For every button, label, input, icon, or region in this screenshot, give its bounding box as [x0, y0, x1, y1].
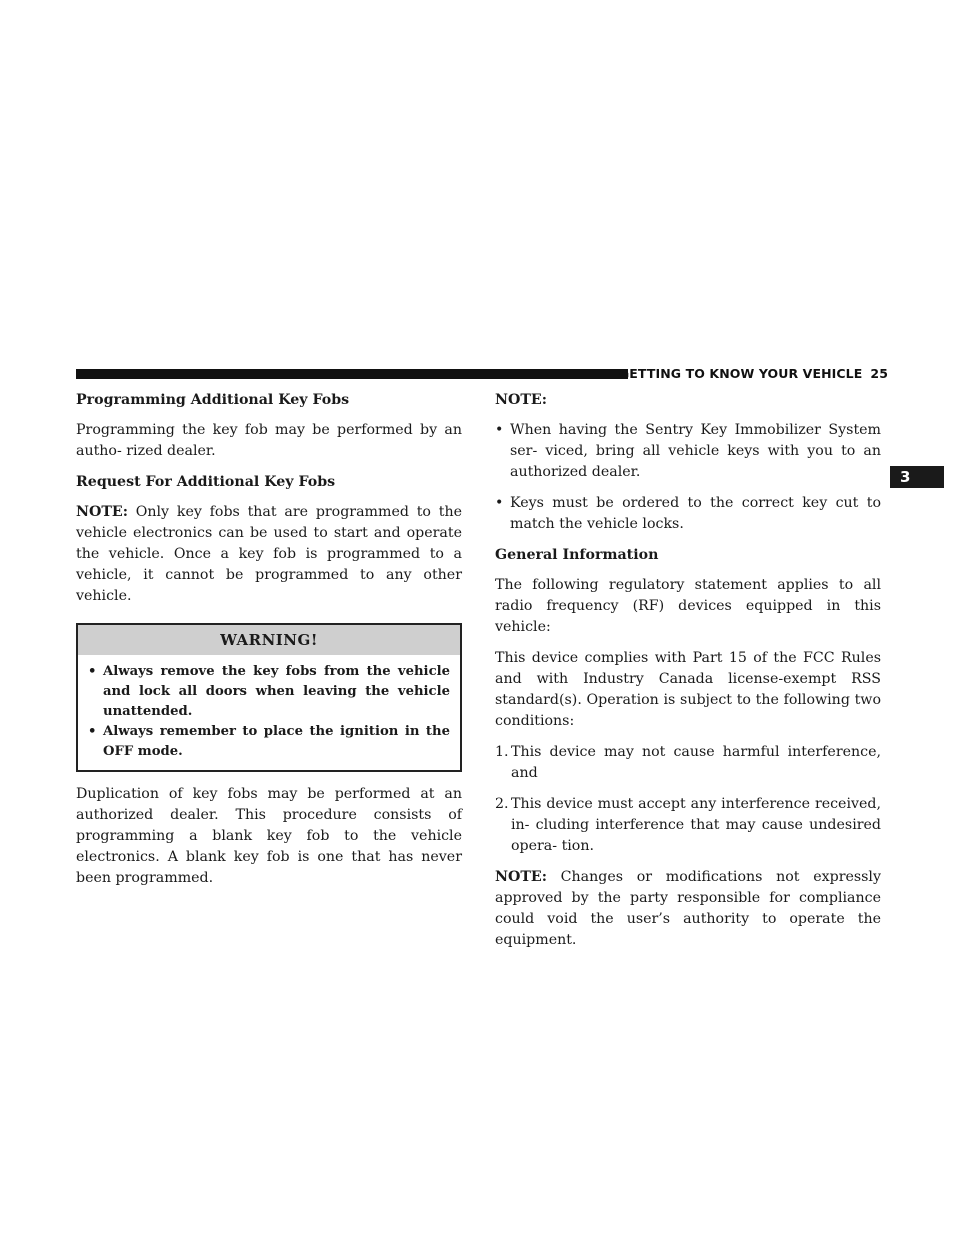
chapter-tab: 3	[890, 466, 944, 488]
item-text: This device may not cause harmful interference, and	[511, 744, 881, 781]
left-column	[76, 390, 462, 899]
heading-request-key-fobs: Request For Additional Key Fobs	[76, 474, 336, 490]
warning-body	[78, 655, 460, 770]
item-text: This device must accept any interference received, in- cluding interference that may cause undesired opera- tion.	[511, 796, 881, 854]
warning-item	[88, 722, 450, 762]
bullet-icon: •	[495, 422, 504, 438]
bullet-icon: •	[495, 495, 504, 511]
item-number: 2.	[495, 796, 509, 812]
paragraph-fcc: This device complies with Part 15 of the FCC Rules and with Industry Canada license-exempt RSS standard(s). Operation is subject to the following two conditions:	[495, 650, 881, 729]
paragraph-programming: Programming the key fob may be performed by an autho- rized dealer.	[76, 422, 462, 459]
header-rule	[76, 369, 628, 379]
paragraph-regulatory: The following regulatory statement applies to all radio frequency (RF) devices equipped in this vehicle:	[495, 577, 881, 635]
list-item	[495, 420, 881, 483]
note-bullet-list	[495, 420, 881, 535]
running-header	[619, 366, 888, 381]
bullet-icon: •	[88, 724, 97, 739]
paragraph-duplication: Duplication of key fobs may be performed at an authorized dealer. This procedure consists of programming a blank key fob to the vehicle electronics. A blank key fob is one that has never been programmed.	[76, 786, 462, 886]
warning-item-text: Always remember to place the ignition in the OFF mode.	[103, 724, 450, 759]
note-label: NOTE:	[76, 504, 128, 520]
warning-item	[88, 662, 450, 722]
list-item-text: When having the Sentry Key Immobilizer System ser- viced, bring all vehicle keys with you to an authorized dealer.	[510, 422, 881, 480]
note-heading: NOTE:	[495, 392, 547, 408]
warning-title: WARNING!	[78, 625, 460, 655]
note-text: Only key fobs that are programmed to the vehicle electronics can be used to start and operate the vehicle. Once a key fob is programmed to a vehicle, it cannot be programmed to any other vehicle.	[76, 504, 462, 604]
heading-general-information: General Information	[495, 547, 659, 563]
numbered-item	[495, 742, 881, 784]
heading-programming-key-fobs: Programming Additional Key Fobs	[76, 392, 350, 408]
numbered-item	[495, 794, 881, 857]
list-item	[495, 493, 881, 535]
warning-box	[76, 623, 462, 772]
note-text: Changes or modifications not expressly approved by the party responsible for compliance could void the user’s authority to operate the equipment.	[495, 869, 881, 948]
warning-item-text: Always remove the key fobs from the vehicle and lock all doors when leaving the vehicle unattended.	[103, 664, 450, 719]
bullet-icon: •	[88, 664, 97, 679]
note-paragraph	[76, 502, 462, 607]
right-column	[495, 390, 881, 961]
list-item-text: Keys must be ordered to the correct key cut to match the vehicle locks.	[510, 495, 881, 532]
page-number: 25	[870, 366, 888, 381]
item-number: 1.	[495, 744, 509, 760]
note-paragraph-changes	[495, 867, 881, 951]
note-label: NOTE:	[495, 869, 547, 885]
section-title: GETTING TO KNOW YOUR VEHICLE	[618, 366, 863, 381]
